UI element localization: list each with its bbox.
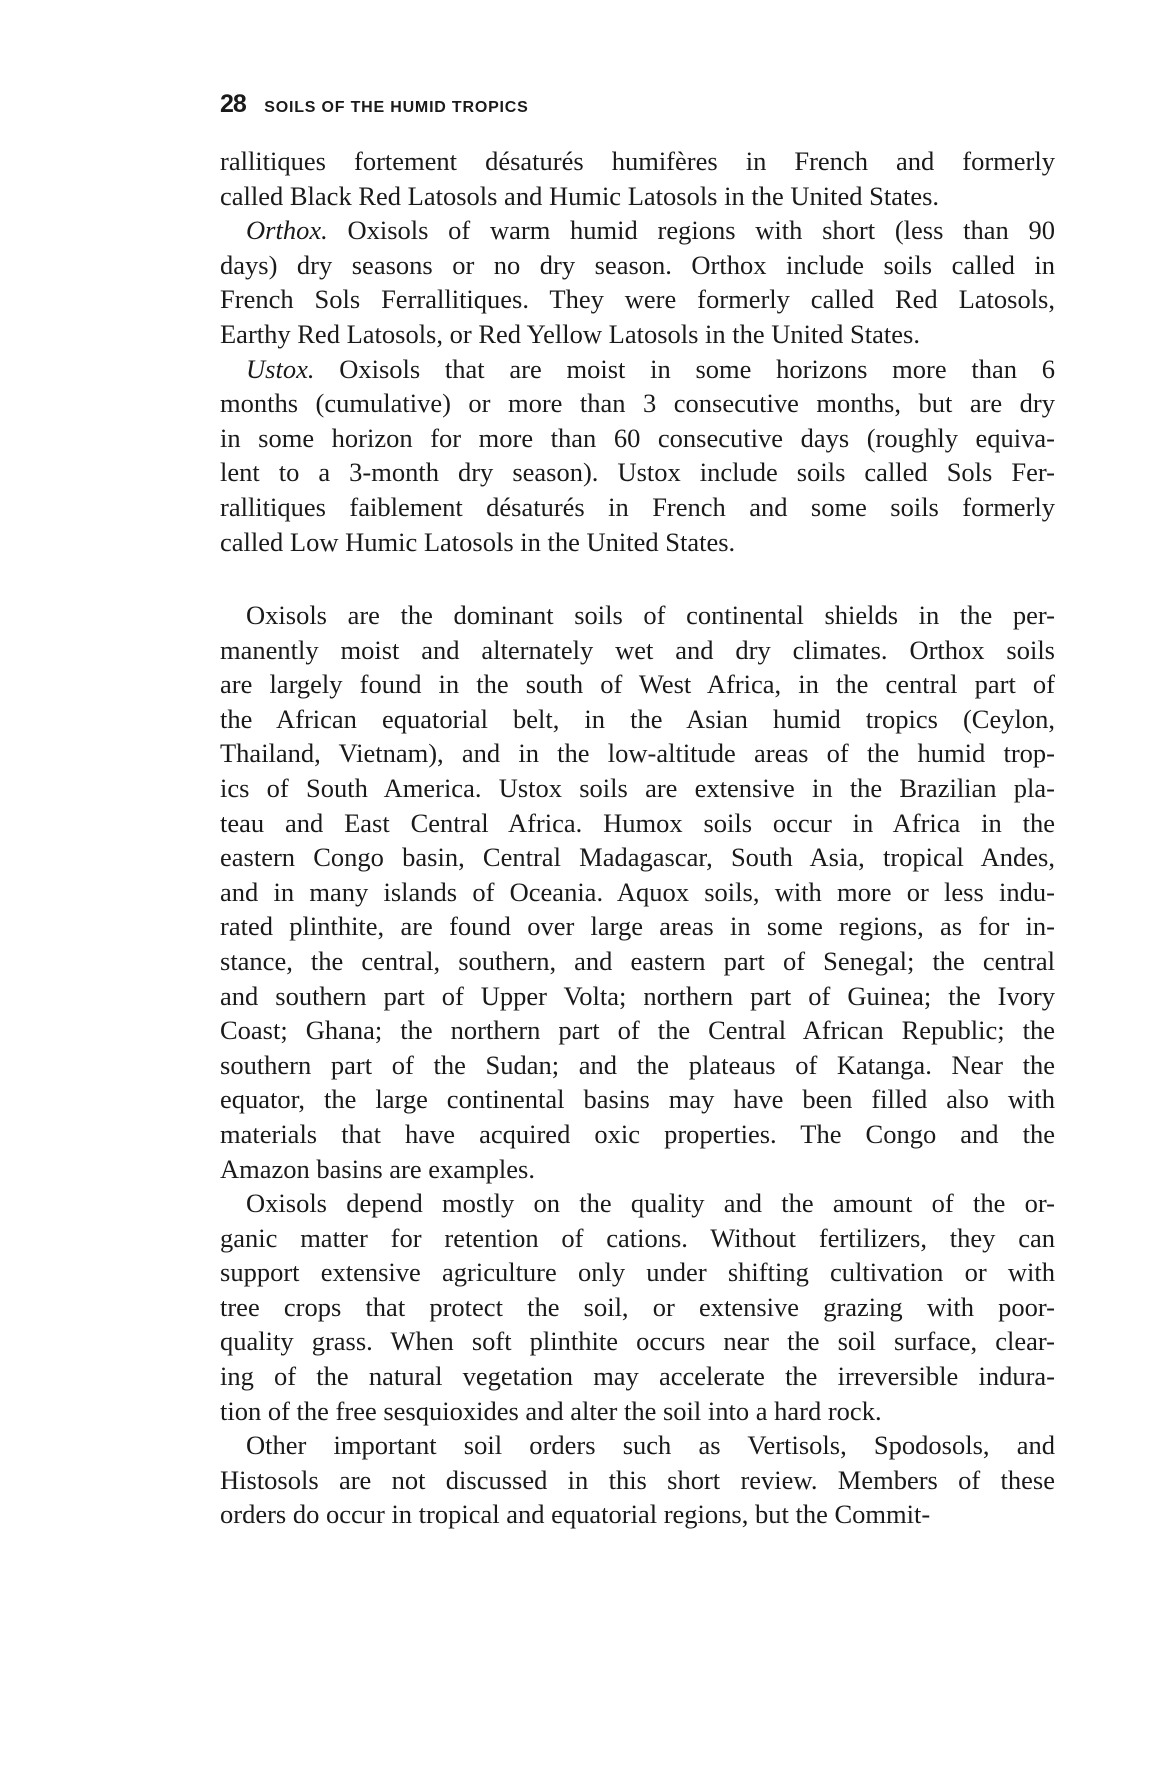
text-line: support extensive agriculture only under shifting cultivation or with (220, 1257, 1055, 1288)
text-line: manently moist and alternately wet and dry climates. Orthox soils (220, 634, 1055, 665)
text-line: equator, the large continental basins may have been filled also with (220, 1084, 1055, 1115)
text-line: Thailand, Vietnam), and in the low-altitude areas of the humid trop- (220, 738, 1055, 769)
text-line: Earthy Red Latosols, or Red Yellow Latosols in the United States. (220, 318, 920, 349)
text-line: stance, the central, southern, and eastern part of Senegal; the central (220, 945, 1055, 976)
paragraph (220, 1186, 1055, 1428)
text-line: eastern Congo basin, Central Madagascar, South Asia, tropical Andes, (220, 842, 1055, 873)
text-line: days) dry seasons or no dry season. Orthox include soils called in (220, 249, 1055, 280)
term-orthox: Orthox. (246, 215, 328, 246)
text-line: French Sols Ferrallitiques. They were formerly called Red Latosols, (220, 284, 1055, 315)
text-line: ics of South America. Ustox soils are extensive in the Brazilian pla- (220, 772, 1055, 803)
text-line: tree crops that protect the soil, or extensive grazing with poor- (220, 1291, 1055, 1322)
text-line: southern part of the Sudan; and the plateaus of Katanga. Near the (220, 1049, 1055, 1080)
running-head-title: SOILS OF THE HUMID TROPICS (264, 99, 529, 116)
text-line: in some horizon for more than 60 consecutive days (roughly equiva- (220, 422, 1055, 453)
text-run: Oxisols that are moist in some horizons more than 6 (314, 353, 1055, 384)
text-line: called Low Humic Latosols in the United States. (220, 526, 736, 557)
definition-ustox (220, 352, 1055, 560)
text-line: orders do occur in tropical and equatorial regions, but the Commit- (220, 1499, 931, 1530)
paragraph (220, 598, 1055, 1186)
page-number: 28 (220, 90, 246, 118)
term-ustox: Ustox. (246, 353, 315, 384)
text-line: Oxisols depend mostly on the quality and the amount of the or- (246, 1188, 1055, 1219)
text-line: lent to a 3-month dry season). Ustox include soils called Sols Fer- (220, 457, 1055, 488)
running-head (220, 90, 529, 119)
text-line: rallitiques fortement désaturés humifères in French and formerly (220, 146, 1055, 176)
text-line: quality grass. When soft plinthite occurs near the soil surface, clear- (220, 1326, 1055, 1357)
definitions-block (220, 144, 1055, 559)
text-line: Other important soil orders such as Vertisols, Spodosols, and (246, 1430, 1055, 1461)
text-line: the African equatorial belt, in the Asian humid tropics (Ceylon, (220, 703, 1055, 734)
text-line (220, 213, 1055, 248)
text-line: tion of the free sesquioxides and alter the soil into a hard rock. (220, 1395, 882, 1426)
text-line: rated plinthite, are found over large areas in some regions, as for in- (220, 911, 1055, 942)
text-line: materials that have acquired oxic properties. The Congo and the (220, 1118, 1055, 1149)
text-line: Coast; Ghana; the northern part of the Central African Republic; the (220, 1015, 1055, 1046)
text-line: and southern part of Upper Volta; northern part of Guinea; the Ivory (220, 980, 1055, 1011)
text-run: Oxisols of warm humid regions with short (less than 90 (327, 215, 1055, 246)
text-line (220, 352, 1055, 387)
text-line: Amazon basins are examples. (220, 1153, 535, 1184)
text-line: months (cumulative) or more than 3 consecutive months, but are dry (220, 388, 1055, 419)
text-line: Histosols are not discussed in this short review. Members of these (220, 1464, 1055, 1495)
text-line: called Black Red Latosols and Humic Latosols in the United States. (220, 180, 940, 211)
text-line: rallitiques faiblement désaturés in French and some soils formerly (220, 491, 1055, 522)
paragraph (220, 1428, 1055, 1532)
text-line: ing of the natural vegetation may accelerate the irreversible indura- (220, 1361, 1055, 1392)
definition-orthox (220, 213, 1055, 351)
text-line: are largely found in the south of West Africa, in the central part of (220, 669, 1055, 700)
text-line: and in many islands of Oceania. Aquox soils, with more or less indu- (220, 876, 1055, 907)
definition-continued (220, 144, 1055, 213)
body-text (220, 598, 1055, 1532)
text-line: teau and East Central Africa. Humox soils occur in Africa in the (220, 807, 1055, 838)
text-line: ganic matter for retention of cations. Without fertilizers, they can (220, 1222, 1055, 1253)
text-line: Oxisols are the dominant soils of continental shields in the per- (246, 600, 1055, 630)
